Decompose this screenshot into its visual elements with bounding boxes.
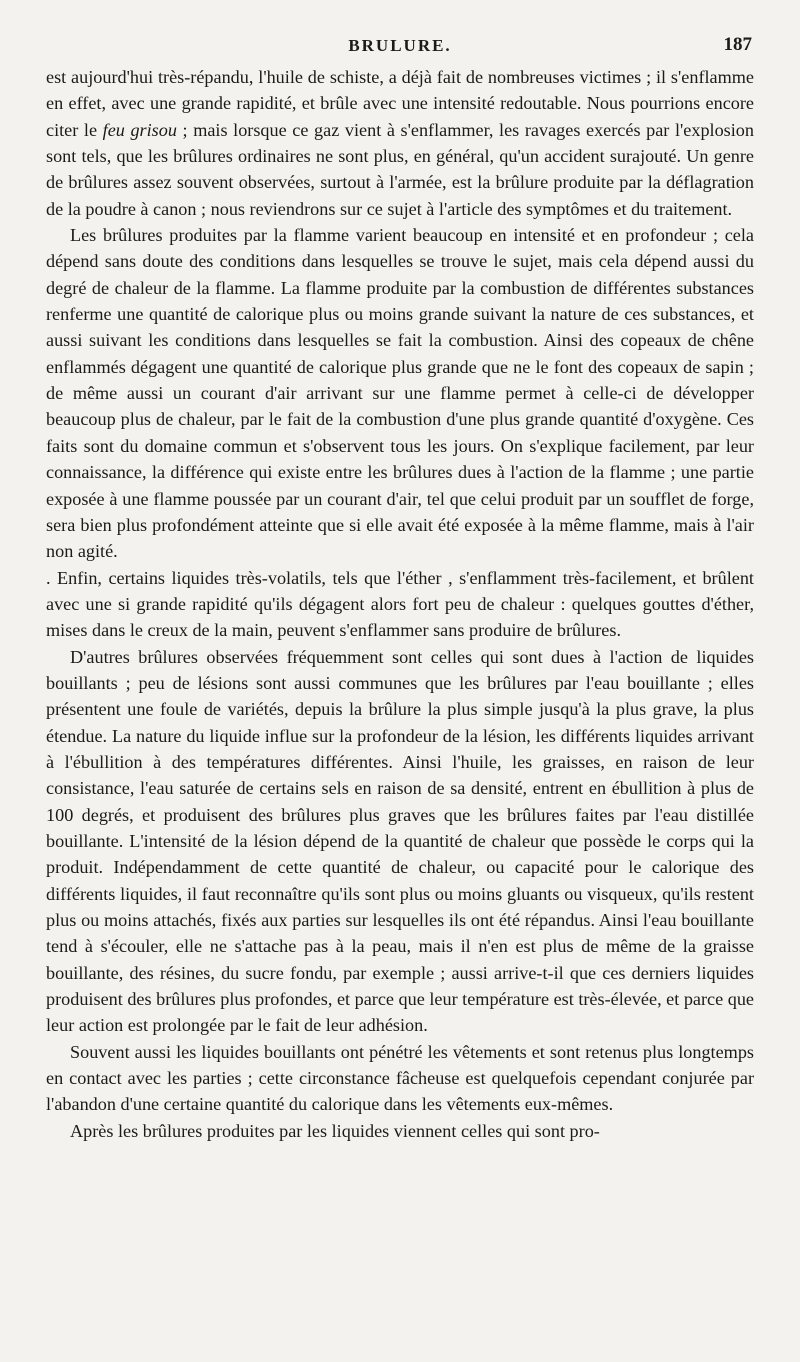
running-head	[46, 30, 754, 64]
paragraph-p2	[46, 222, 754, 564]
text-segment: Les brûlures produites par la flamme varient beaucoup en intensité et en profondeur ; cela dépend sans doute des conditions dans lesquelles se trouve le sujet, mais cela dépend aussi du degré de chaleur de la flamme. La flamme produite par la combustion de différentes substances renferme une quantité de calorique plus ou moins grande suivant la nature de ces substances, et aussi suivant les conditions dans lesquelles se fait la combustion. Ainsi des copeaux de chêne enflammés dégagent une quantité de calorique plus grande que ne le font des copeaux de sapin ; de même aussi un courant d'air arrivant sur une flamme permet à celle-ci de développer beaucoup plus de chaleur, par le fait de la combustion d'une plus grande quantité d'oxygène. Ces faits sont du domaine commun et s'observent tous les jours. On s'explique facilement, par leur connaissance, la différence qui existe entre les brûlures dues à l'action de la flamme ; une partie exposée à une flamme poussée par un courant d'air, tel que celui produit par un soufflet de forge, sera bien plus profondément atteinte que si elle avait été exposée à la même flamme, mais à l'air non agité.	[46, 225, 754, 562]
text-segment: est aujourd'hui très-répandu, l'huile de schiste, a déjà fait de nombreuses victimes ; il s'enflamme en effet, avec une grande rapidité, et brûle avec une intensité redoutable. Nous pourrions encore citer le	[46, 67, 754, 140]
text-segment: ; mais lorsque ce gaz vient à s'enflammer, les ravages exercés par l'explosion sont tels, que les brûlures ordinaires ne sont plus, en général, qu'un accident surajouté. Un genre de brûlures assez souvent observées, surtout à l'armée, est la brûlure produite par la déflagration de la poudre à canon ; nous reviendrons sur ce sujet à l'article des symptômes et du traitement.	[46, 119, 754, 219]
text-segment: . Enfin, certains liquides très-volatils, tels que l'éther , s'enflamment très-facilement, et brûlent avec une si grande rapidité qu'ils dégagent alors fort peu de chaleur : quelques gouttes d'éther, mises dans le creux de la main, peuvent s'enflammer sans produire de brûlures.	[46, 567, 754, 641]
italic-term: feu grisou	[102, 119, 177, 140]
text-segment: Après les brûlures produites par les liquides viennent celles qui sont pro-	[70, 1120, 600, 1141]
page-number: 187	[723, 34, 752, 55]
paragraph-p1	[46, 64, 754, 222]
paragraph-p3	[46, 565, 754, 644]
paragraph-p4	[46, 644, 754, 1039]
text-segment: Souvent aussi les liquides bouillants ont pénétré les vêtements et sont retenus plus longtemps en contact avec les parties ; cette circonstance fâcheuse est quelquefois cependant conjurée par l'abandon d'une certaine quantité du calorique dans les vêtements eux-mêmes.	[46, 1041, 754, 1115]
paragraph-p5	[46, 1039, 754, 1118]
paragraph-p6	[46, 1118, 754, 1144]
text-segment: D'autres brûlures observées fréquemment sont celles qui sont dues à l'action de liquides bouillants ; peu de lésions sont aussi communes que les brûlures par l'eau bouillante ; elles présentent une foule de variétés, depuis la brûlure la plus simple jusqu'à la plus grave, la plus étendue. La nature du liquide influe sur la profondeur de la lésion, les différents liquides arrivant à l'ébullition à des températures différentes. Ainsi l'huile, les graisses, en raison de leur consistance, l'eau saturée de certains sels en raison de sa densité, entrent en ébullition à plus de 100 degrés, et produisent des brûlures plus graves que les brûlures faites par l'eau distillée bouillante. L'intensité de la lésion dépend de la quantité de chaleur que possède le corps qui la produit. Indépendamment de cette quantité de chaleur, ou capacité pour le calorique des différents liquides, il faut reconnaître qu'ils sont plus ou moins gluants ou visqueux, qu'ils restent plus ou moins attachés, fixés aux parties sur lesquelles ils ont été répandus. Ainsi l'eau bouillante tend à s'écouler, elle ne s'attache pas à la peau, mais il n'en est plus de même de la graisse bouillante, des résines, du sucre fondu, par exemple ; aussi arrive-t-il que ces derniers liquides produisent des brûlures plus profondes, et parce que leur température est très-élevée, et parce que leur action est prolongée par le fait de leur adhésion.	[46, 646, 755, 1036]
running-title: BRULURE.	[348, 36, 452, 55]
body-text	[46, 64, 754, 1144]
